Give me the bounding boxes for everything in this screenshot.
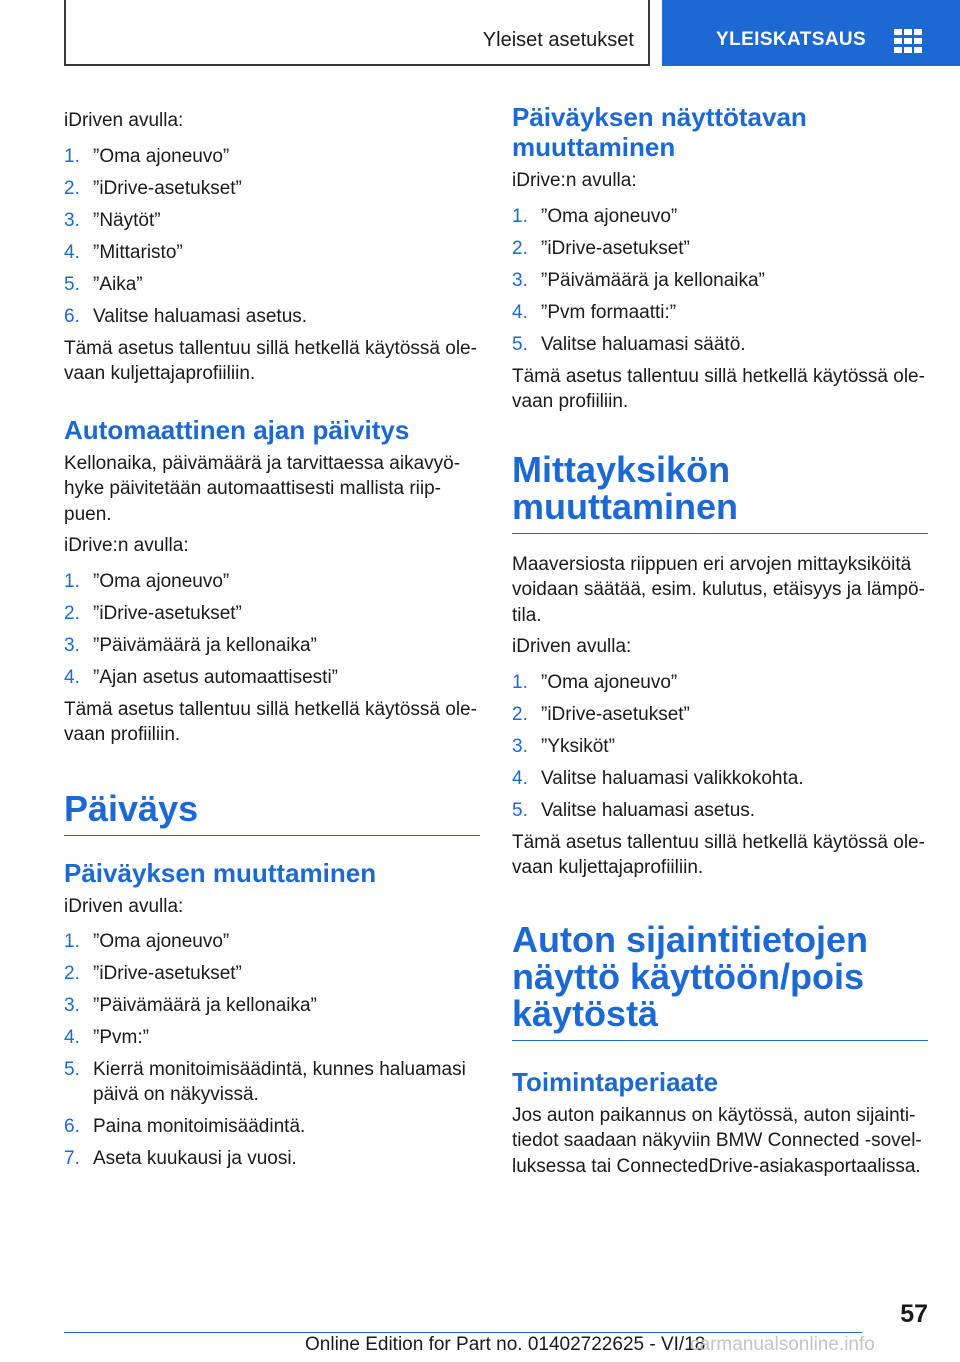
step-text: ”Oma ajoneuvo” <box>93 931 230 952</box>
step-text: ”Päivämäärä ja kellonaika” <box>93 634 317 656</box>
left-column <box>64 102 480 1178</box>
step-number: 1. <box>512 671 528 693</box>
step-number: 5. <box>64 1059 80 1080</box>
step-item <box>64 144 480 169</box>
step-number: 3. <box>64 209 80 231</box>
page-header <box>0 0 960 66</box>
step-number: 1. <box>64 931 80 952</box>
step-text: Aseta kuukausi ja vuosi. <box>93 1148 297 1169</box>
step-number: 3. <box>64 634 80 656</box>
step-text: ”Oma ajoneuvo” <box>93 145 230 167</box>
body-text: Maaversiosta riippuen eri arvojen mittayksiköitä voidaan säätää, esim. kulutus, etäisyys ja lämpö-tila. <box>512 553 925 626</box>
footer-divider <box>64 1332 862 1333</box>
step-item <box>512 702 928 727</box>
page-number: 57 <box>900 1300 928 1328</box>
step-text: ”Pvm:” <box>93 1027 149 1048</box>
step-number: 2. <box>512 703 528 725</box>
intro-text: iDriven avulla: <box>64 895 184 917</box>
body-text: Jos auton paikannus on käytössä, auton sijainti-tiedot saadaan näkyviin BMW Connected -sovel-luksessa tai ConnectedDrive-asiakasportaalissa. <box>512 1104 922 1177</box>
step-text: ”Näytöt” <box>93 209 161 231</box>
step-text: ”Mittaristo” <box>93 241 183 263</box>
step-number: 4. <box>512 767 528 789</box>
intro-text: iDriven avulla: <box>512 636 632 657</box>
intro-text: iDrive:n avulla: <box>64 535 189 556</box>
heading-auto-time-update: Automaattinen ajan päivitys <box>64 414 410 445</box>
step-text: ”Oma ajoneuvo” <box>93 570 230 592</box>
heading-principle: Toimintaperiaate <box>512 1066 719 1097</box>
step-text: ”iDrive-asetukset” <box>541 703 690 725</box>
step-list <box>64 144 480 329</box>
step-item <box>512 236 928 261</box>
step-number: 3. <box>512 269 528 291</box>
step-text: ”Päivämäärä ja kellonaika” <box>93 995 317 1016</box>
section-header-box <box>64 0 650 66</box>
step-item <box>64 929 480 954</box>
step-number: 2. <box>64 602 80 624</box>
step-item <box>64 176 480 201</box>
section-title: Yleiset asetukset <box>482 29 634 51</box>
step-item <box>512 798 928 823</box>
step-item <box>64 993 480 1018</box>
heading-units: Mittayksikön muuttaminen <box>512 451 928 534</box>
step-item <box>64 601 480 626</box>
edition-text: Online Edition for Part no. 01402722625 - VI/18 <box>305 1334 706 1355</box>
heading-date-format: Päiväyksen näyttötavan muuttaminen <box>512 102 807 162</box>
step-text: ”iDrive-asetukset” <box>93 963 242 984</box>
step-list <box>512 670 928 823</box>
step-number: 5. <box>512 799 528 821</box>
chapter-tab[interactable] <box>662 0 960 66</box>
watermark-text: carmanualsonline.info <box>690 1334 875 1355</box>
step-item <box>64 633 480 658</box>
step-item <box>64 240 480 265</box>
step-item <box>64 304 480 329</box>
step-text: Valitse haluamasi asetus. <box>93 305 308 327</box>
heading-location-display: Auton sijaintitietojen näyttö käyttöön/pois käytöstä <box>512 921 928 1041</box>
step-number: 5. <box>64 273 80 295</box>
step-item <box>512 670 928 695</box>
step-item <box>64 961 480 986</box>
step-text: ”iDrive-asetukset” <box>93 177 242 199</box>
step-item <box>512 734 928 759</box>
step-text: Valitse haluamasi asetus. <box>541 799 756 821</box>
intro-text: iDriven avulla: <box>64 110 184 131</box>
step-number: 3. <box>512 735 528 757</box>
step-number: 1. <box>64 145 80 167</box>
step-list <box>512 204 928 357</box>
step-list <box>64 929 480 1171</box>
heading-date-change: Päiväyksen muuttaminen <box>64 857 377 888</box>
step-number: 7. <box>64 1148 80 1169</box>
step-number: 5. <box>512 333 528 355</box>
step-text: ”Yksiköt” <box>541 735 615 757</box>
step-number: 6. <box>64 1116 80 1137</box>
step-item <box>512 204 928 229</box>
step-number: 3. <box>64 995 80 1016</box>
step-item <box>64 272 480 297</box>
step-text: ”Oma ajoneuvo” <box>541 671 678 693</box>
step-text: Paina monitoimisäädintä. <box>93 1116 306 1137</box>
page-footer <box>0 1300 960 1362</box>
step-number: 6. <box>64 305 80 327</box>
note-text: Tämä asetus tallentuu sillä hetkellä käytössä ole-vaan profiiliin. <box>64 698 477 745</box>
step-text: ”Aika” <box>93 273 143 295</box>
step-item <box>64 569 480 594</box>
step-number: 2. <box>64 177 80 199</box>
step-text: ”iDrive-asetukset” <box>541 237 690 259</box>
step-number: 2. <box>64 963 80 984</box>
note-text: Tämä asetus tallentuu sillä hetkellä käytössä ole-vaan kuljettajaprofiiliin. <box>512 831 925 878</box>
right-column <box>512 102 928 1185</box>
step-item <box>512 332 928 357</box>
step-number: 1. <box>64 570 80 592</box>
step-text: ”Oma ajoneuvo” <box>541 205 678 227</box>
step-text: Kierrä monitoimisäädintä, kunnes haluamasi päivä on näkyvissä. <box>93 1059 466 1105</box>
step-number: 2. <box>512 237 528 259</box>
step-text: ”Päivämäärä ja kellonaika” <box>541 269 765 291</box>
step-number: 4. <box>512 301 528 323</box>
step-number: 1. <box>512 205 528 227</box>
step-text: ”Ajan asetus automaattisesti” <box>93 666 339 688</box>
step-number: 4. <box>64 1027 80 1048</box>
step-item <box>64 1114 480 1139</box>
grid-menu-icon[interactable] <box>894 29 922 53</box>
step-item <box>64 1025 480 1050</box>
note-text: Tämä asetus tallentuu sillä hetkellä käytössä ole-vaan kuljettajaprofiiliin. <box>64 337 477 384</box>
step-text: ”iDrive-asetukset” <box>93 602 242 624</box>
step-item <box>512 268 928 293</box>
body-text: Kellonaika, päivämäärä ja tarvittaessa aikavyö-hyke päivitetään automaattisesti mallista riip-puen. <box>64 452 461 525</box>
step-number: 4. <box>64 666 80 688</box>
heading-date: Päiväys <box>64 790 480 836</box>
chapter-label: YLEISKATSAUS <box>716 29 867 50</box>
step-text: Valitse haluamasi säätö. <box>541 333 746 355</box>
step-item <box>64 1146 480 1171</box>
note-text: Tämä asetus tallentuu sillä hetkellä käytössä ole-vaan profiiliin. <box>512 365 925 412</box>
step-item <box>64 208 480 233</box>
step-number: 4. <box>64 241 80 263</box>
step-text: Valitse haluamasi valikkokohta. <box>541 767 804 789</box>
step-list <box>64 569 480 690</box>
step-text: ”Pvm formaatti:” <box>541 301 677 323</box>
step-item <box>64 1057 480 1107</box>
step-item <box>64 665 480 690</box>
step-item <box>512 766 928 791</box>
intro-text: iDrive:n avulla: <box>512 170 637 191</box>
step-item <box>512 300 928 325</box>
